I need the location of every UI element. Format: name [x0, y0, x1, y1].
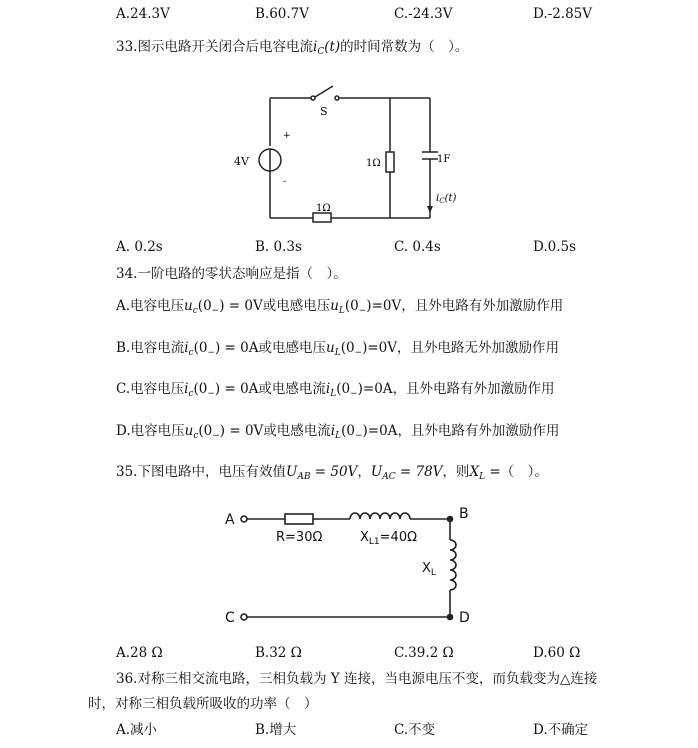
- q35-stem: 35.下图电路中，电压有效值$U_{AB} = 50V$，$U_{AC} = 78V$，则$X_L$ =（ ）。: [116, 464, 548, 482]
- q33-option-d: D.0.5s: [533, 239, 577, 255]
- q35-option-d: D.60 Ω: [533, 645, 581, 661]
- q35-option-a: A.28 Ω: [116, 645, 163, 661]
- q35-option-b: B.32 Ω: [255, 645, 302, 661]
- q34-stem: 34.一阶电路的零状态响应是指（ ）。: [116, 266, 347, 282]
- q32-option-b: B.60.7V: [255, 6, 310, 22]
- node-a-label: A: [225, 512, 235, 528]
- q33-option-c: C. 0.4s: [394, 239, 441, 255]
- source-minus: -: [283, 177, 287, 187]
- q36-stem-line1: 36.对称三相交流电路，三相负载为 Y 连接，当电源电压不变，而负载变为△连接: [116, 671, 598, 687]
- r-label: R=30Ω: [276, 530, 323, 545]
- r-mid-label: 1Ω: [366, 158, 381, 169]
- q32-option-d: D.-2.85V: [533, 6, 593, 22]
- node-c-label: C: [225, 610, 235, 626]
- q33-stem-sub: C: [317, 47, 325, 57]
- r-bottom-label: 1Ω: [316, 203, 331, 214]
- q34-option-d: D.电容电压$u_c(0_-) = 0V$或电感电流$i_L(0_-)=0A$，且外电路有外加激励作用: [116, 423, 560, 441]
- source-plus: +: [283, 131, 291, 141]
- q33-stem-text: 33.图示电路开关闭合后电容电流: [116, 39, 313, 55]
- q34-option-c: C.电容电压$i_c(0_-) = 0A$或电感电流$i_L(0_-)=0A$，且外电路有外加激励作用: [116, 381, 555, 399]
- q33-stem-tail: 的时间常数为（ ）。: [340, 39, 469, 55]
- xl-label: $X_L$: [422, 561, 436, 578]
- node-d-label: D: [459, 610, 470, 626]
- q33-option-a: A. 0.2s: [116, 239, 163, 255]
- q36-stem-line2: 时，对称三相负载所吸收的功率（ ）: [88, 696, 318, 712]
- q36-option-a: A.减小: [116, 722, 158, 738]
- q33-stem-var: i: [312, 39, 318, 55]
- q32-option-c: C.-24.3V: [394, 6, 453, 22]
- q32-option-a: A.24.3V: [116, 6, 170, 22]
- q33-option-b: B. 0.3s: [255, 239, 302, 255]
- cap-label: 1F: [437, 154, 451, 165]
- current-label: $i_C(t)$: [436, 193, 457, 205]
- q36-option-c: C.不变: [394, 722, 436, 738]
- q36-option-b: B.增大: [255, 722, 297, 738]
- q33-stem-arg: (t): [324, 39, 341, 55]
- source-label: 4V: [234, 155, 249, 168]
- q34-option-b: B.电容电流$i_c(0_-) = 0A$或电感电压$u_L(0_-)=0V$，且外电路无外加激励作用: [116, 340, 560, 358]
- xl1-label: $X_{L1}=40\Omega$: [360, 530, 418, 547]
- switch-label: S: [320, 105, 328, 118]
- q36-option-d: D.不确定: [533, 722, 589, 738]
- node-b-label: B: [459, 506, 469, 522]
- q34-option-a: A.电容电压$u_c(0_-) = 0V$或电感电压$u_L(0_-)=0V$，且外电路有外加激励作用: [116, 298, 564, 316]
- q35-option-c: C.39.2 Ω: [394, 645, 454, 661]
